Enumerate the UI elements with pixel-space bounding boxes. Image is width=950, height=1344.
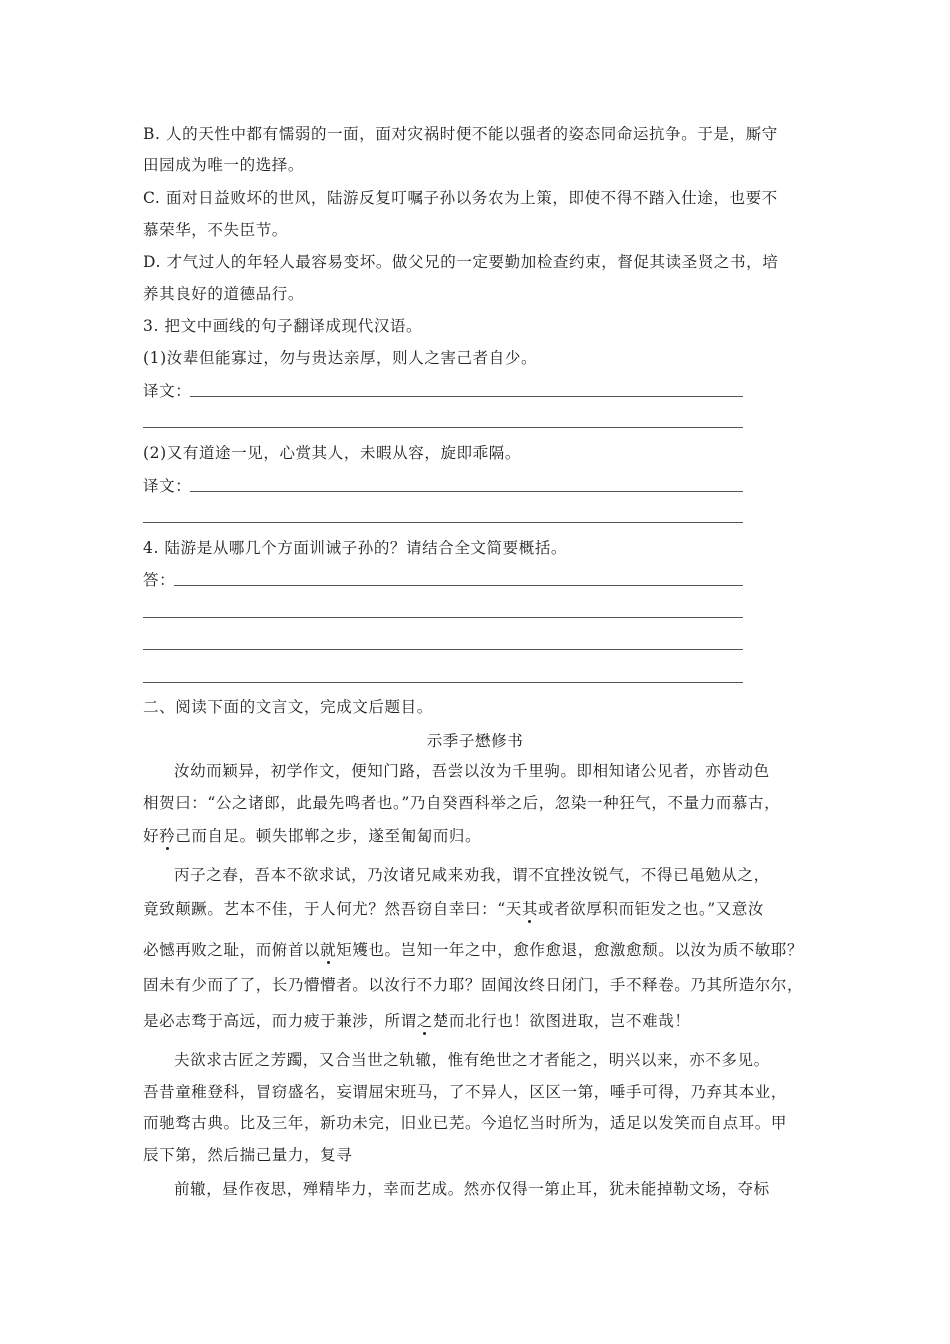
passage-p3-line-4: 辰下第，然后揣己量力，复寻	[143, 1146, 353, 1164]
emphasis-dot-char: 矜	[159, 827, 176, 845]
q4-answer-label: 答：	[143, 571, 176, 589]
q3-prompt: 3. 把文中画线的句子翻译成现代汉语。	[143, 317, 423, 335]
passage-p2-line-1: 丙子之春，吾本不欲求试，乃汝诸兄咸来劝我，谓不宜挫汝锐气，不得已黾勉从之，	[174, 866, 770, 884]
passage-p3-line-1: 夫欲求古匠之芳躅，又合当世之轨辙，惟有绝世之才者能之，明兴以来，亦不多见。	[174, 1051, 770, 1069]
passage-p1-line-1: 汝幼而颖异，初学作文，便知门路，吾尝以汝为千里驹。即相知诸公见者，亦皆动色	[174, 762, 770, 780]
emphasis-dot-char: 其	[521, 900, 538, 918]
q4-answer-line-2[interactable]	[143, 617, 743, 618]
q3-sentence-1: (1)汝辈但能寡过，勿与贵达亲厚，则人之害己者自少。	[143, 349, 538, 367]
q4-answer-line-4[interactable]	[143, 682, 743, 683]
passage-p3-line-3: 而驰骛古典。比及三年，新功未完，旧业已芜。今追忆当时所为，适足以发笑而自点耳。甲	[143, 1114, 788, 1132]
option-d-line-2: 养其良好的道德品行。	[143, 285, 305, 303]
q3-answer-line-1b[interactable]	[143, 427, 743, 428]
q3-answer-label-1: 译文：	[143, 382, 192, 400]
q3-answer-line-1a[interactable]	[190, 396, 743, 397]
q3-answer-line-2a[interactable]	[190, 491, 743, 492]
option-c-line-2: 慕荣华，不失臣节。	[143, 221, 288, 239]
q3-sentence-2: (2)又有道途一见，心赏其人，未暇从容，旋即乖隔。	[143, 444, 521, 462]
q4-prompt: 4. 陆游是从哪几个方面训诫子孙的？请结合全文简要概括。	[143, 539, 568, 557]
q3-answer-line-2b[interactable]	[143, 522, 743, 523]
option-b-line-1: B. 人的天性中都有懦弱的一面，面对灾祸时便不能以强者的姿态同命运抗争。于是，厮守	[143, 125, 778, 143]
passage-p3-line-2: 吾昔童稚登科，冒窃盛名，妄谓屈宋班马，了不异人，区区一第，唾手可得，乃弃其本业，	[143, 1083, 788, 1101]
option-d-line-1: D. 才气过人的年轻人最容易变坏。做父兄的一定要勤加检查约束，督促其读圣贤之书，培	[143, 253, 779, 271]
passage-p4-line-1: 前辙，昼作夜思，殚精毕力，幸而艺成。然亦仅得一第止耳，犹未能掉勒文场，夺标	[174, 1180, 770, 1198]
q3-answer-label-2: 译文：	[143, 477, 192, 495]
emphasis-dot-char: 就	[320, 941, 337, 959]
passage-p1-line-2: 相贺曰：“公之诸郎，此最先鸣者也。”乃自癸酉科举之后，忽染一种狂气，不量力而慕古，	[143, 794, 781, 812]
option-b-line-2: 田园成为唯一的选择。	[143, 156, 305, 174]
emphasis-dot-char: 之	[416, 1012, 433, 1030]
option-c-line-1: C. 面对日益败坏的世风，陆游反复叮嘱子孙以务农为上策，即使不得不踏入仕途，也要不	[143, 189, 778, 207]
passage-p1-line-3: 好矜己而自足。顿失邯郸之步，遂至匍匐而归。	[143, 827, 482, 845]
passage-p2-line-5: 是必志骛于高远，而力疲于兼涉，所谓之楚而北行也！欲图进取，岂不难哉！	[143, 1012, 691, 1030]
passage-p2-line-4: 固未有少而了了，长乃懵懵者。以汝行不力耶？固闻汝终日闭门，手不释卷。乃其所造尔尔，	[143, 976, 804, 994]
passage-title: 示季子懋修书	[426, 732, 524, 750]
passage-p2-line-2: 竟致颠蹶。艺本不佳，于人何尤？然吾窃自幸曰：“天其或者欲厚积而钜发之也。”又意汝	[143, 900, 765, 918]
passage-p2-line-3: 必憾再败之耻，而俯首以就矩矱也。岂知一年之中，愈作愈退，愈激愈颓。以汝为质不敏耶？	[143, 941, 804, 959]
section-2-heading: 二、阅读下面的文言文，完成文后题目。	[143, 698, 433, 716]
q4-answer-line-1[interactable]	[174, 585, 743, 586]
q4-answer-line-3[interactable]	[143, 649, 743, 650]
